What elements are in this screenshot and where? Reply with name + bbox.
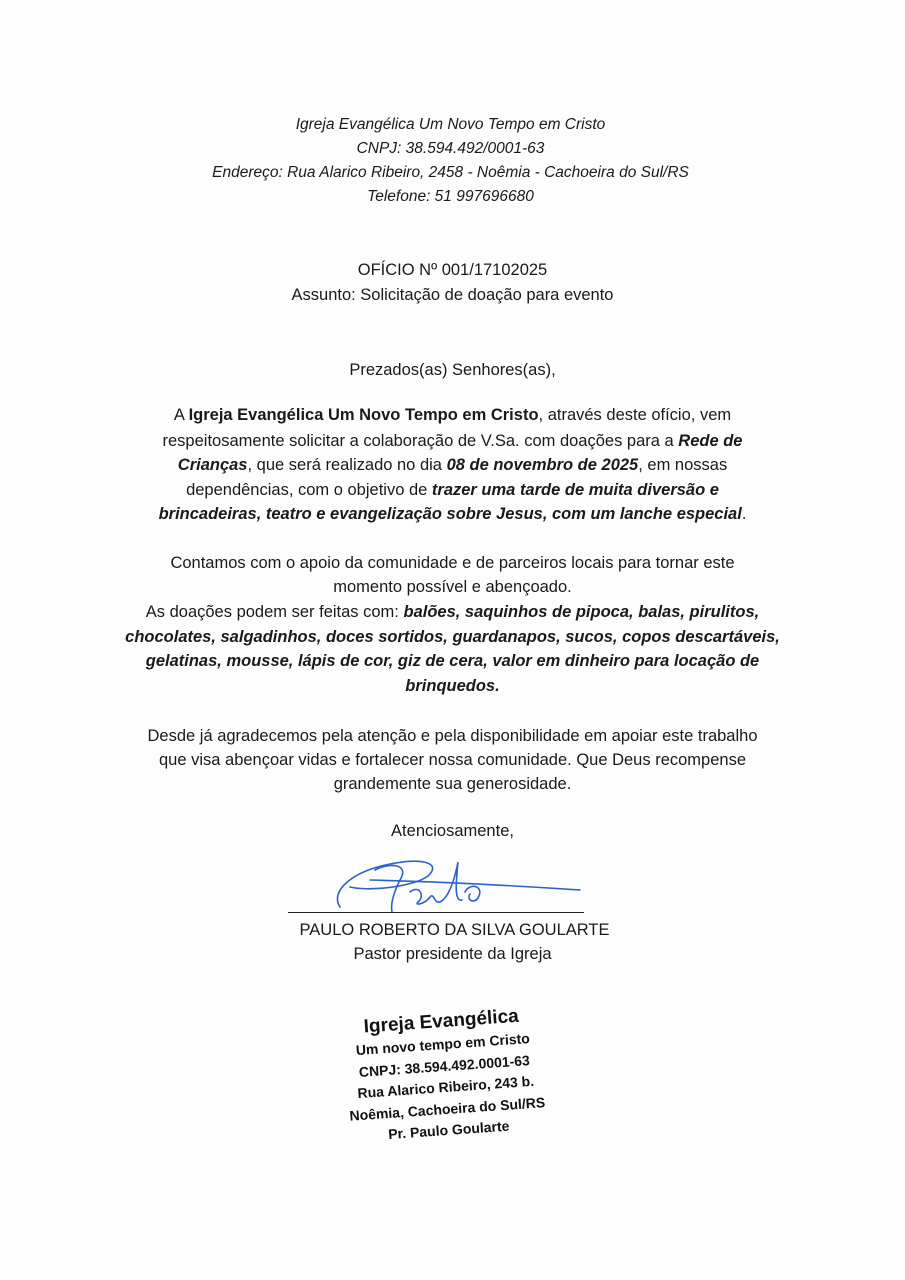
greeting: Prezados(as) Senhores(as), xyxy=(349,361,556,379)
org-address: Endereço: Rua Alarico Ribeiro, 2458 - Noêmia - Cachoeira do Sul/RS xyxy=(212,164,689,181)
body-line xyxy=(0,602,905,622)
body-text: grandemente sua generosidade. xyxy=(333,775,572,793)
emphasized-text: brincadeiras, teatro e evangelização sobre Jesus, com um lanche especial xyxy=(158,505,742,523)
body-text: Desde já agradecemos pela atenção e pela disponibilidade em apoiar este trabalho xyxy=(147,727,758,745)
body-line xyxy=(0,504,905,524)
body-line xyxy=(0,676,905,696)
body-line xyxy=(0,651,905,671)
emphasized-text: trazer uma tarde de muita diversão e xyxy=(431,481,719,499)
stamp-line: Noêmia, Cachoeira do Sul/RS xyxy=(348,1093,546,1124)
body-text: A xyxy=(173,406,189,424)
body-text: As doações podem ser feitas com: xyxy=(145,603,404,621)
body-line xyxy=(0,480,905,500)
body-line xyxy=(0,726,905,746)
emphasized-text: 08 de novembro de 2025 xyxy=(446,456,639,474)
church-stamp xyxy=(296,1000,594,1151)
stamp-line: Igreja Evangélica xyxy=(363,1005,520,1038)
letter-number: OFÍCIO Nº 001/17102025 xyxy=(357,261,548,279)
body-text: dependências, com o objetivo de xyxy=(186,481,432,499)
body-line xyxy=(0,577,905,597)
signer-name: PAULO ROBERTO DA SILVA GOULARTE xyxy=(299,921,610,939)
emphasized-text: gelatinas, mousse, lápis de cor, giz de cera, valor em dinheiro para locação de xyxy=(145,652,760,670)
emphasized-text: chocolates, salgadinhos, doces sortidos, guardanapos, sucos, copos descartáveis, xyxy=(125,628,780,646)
stamp-line: Um novo tempo em Cristo xyxy=(355,1030,531,1059)
emphasized-text: balões, saquinhos de pipoca, balas, pirulitos, xyxy=(403,603,760,621)
org-name: Igreja Evangélica Um Novo Tempo em Cristo xyxy=(295,116,606,133)
body-line xyxy=(0,750,905,770)
body-text: respeitosamente solicitar a colaboração de V.Sa. com doações para a xyxy=(162,432,679,450)
emphasized-text: Crianças xyxy=(177,456,248,474)
emphasized-text: brinquedos. xyxy=(405,677,500,695)
body-text: , em nossas xyxy=(638,456,728,474)
emphasized-text: Rede de xyxy=(678,432,743,450)
body-line xyxy=(0,405,905,425)
body-line xyxy=(0,774,905,794)
signature-line xyxy=(288,912,584,913)
org-phone: Telefone: 51 997696680 xyxy=(367,188,534,205)
stamp-line: Pr. Paulo Goularte xyxy=(387,1117,510,1143)
letter-subject: Assunto: Solicitação de doação para evento xyxy=(291,286,614,304)
body-text: . xyxy=(741,505,747,523)
emphasized-text: Igreja Evangélica Um Novo Tempo em Cristo xyxy=(188,406,539,424)
body-text: momento possível e abençoado. xyxy=(333,578,572,596)
closing: Atenciosamente, xyxy=(391,822,514,840)
body-line xyxy=(0,627,905,647)
body-line xyxy=(0,455,905,475)
signer-role: Pastor presidente da Igreja xyxy=(353,945,552,963)
body-text: que visa abençoar vidas e fortalecer nossa comunidade. Que Deus recompense xyxy=(158,751,746,769)
body-text: , através deste ofício, vem xyxy=(538,406,732,424)
stamp-line: CNPJ: 38.594.492.0001-63 xyxy=(358,1051,531,1080)
body-line xyxy=(0,553,905,573)
body-text: Contamos com o apoio da comunidade e de parceiros locais para tornar este xyxy=(170,554,735,572)
body-line xyxy=(0,431,905,451)
org-cnpj: CNPJ: 38.594.492/0001-63 xyxy=(356,140,545,157)
body-text: , que será realizado no dia xyxy=(247,456,447,474)
stamp-line: Rua Alarico Ribeiro, 243 b. xyxy=(357,1072,535,1102)
